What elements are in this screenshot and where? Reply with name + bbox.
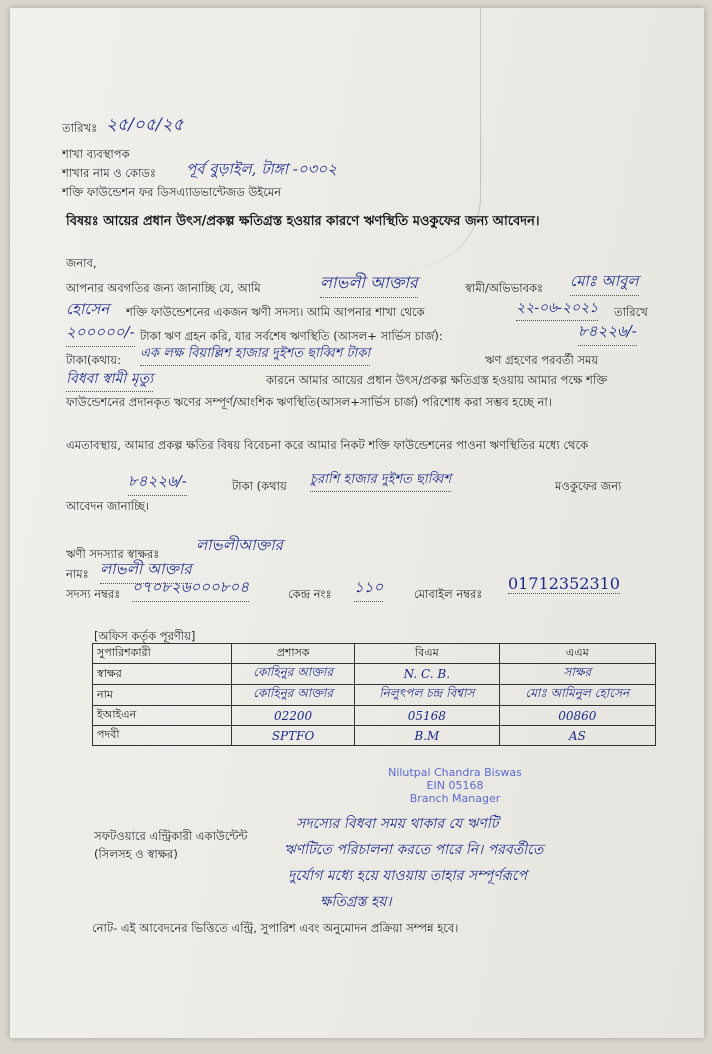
manager-stamp — [370, 766, 540, 805]
branch-label: শাখার নাম ও কোডঃ — [62, 166, 157, 180]
balance-fill: ৮৪২২৬/- — [578, 320, 637, 346]
date-label: তারিখঃ — [62, 121, 98, 135]
accountant-sublabel: (সিলসহ ও স্বাক্ষর) — [94, 847, 178, 861]
table-cell: 02200 — [232, 706, 355, 726]
para2-text-2: টাকা (কথায় — [232, 479, 287, 493]
row-label: ইআইএন — [93, 706, 232, 726]
table-cell: কোহিনুর আক্তার — [232, 685, 355, 706]
para1-text-3: শক্তি ফাউন্ডেশনের একজন ঋণী সদস্য। আমি আপনার শাখা থেকে — [126, 305, 425, 319]
accountant-note-line-3: দুর্যোগ মধ্যে হয়ে যাওয়ায় তাহার সম্পূর্ণরূপে — [288, 868, 527, 884]
row-label: পদবী — [93, 726, 232, 746]
table-cell: মোঃ আমিনুল হোসেন — [499, 685, 655, 706]
member-name-fill: লাভলী আক্তার — [320, 270, 418, 298]
branch-value: পূর্ব বুড়াইল, টাঙ্গা -০৩০২ — [186, 160, 337, 178]
reason-fill: বিধবা স্বামী মৃত্যু — [66, 367, 153, 392]
branch-manager-label: শাখা ব্যবস্থাপক — [62, 147, 130, 161]
member-name-value: লাভলী আক্তার — [100, 558, 192, 584]
table-header: সুপারিশকারী — [93, 644, 232, 664]
subject-line: বিষয়ঃ আয়ের প্রধান উৎস/প্রকল্প ক্ষতিগ্রস্ত হওয়ার কারণে ঋণস্থিতি মওকুফের জন্য আবেদন। — [66, 214, 540, 229]
stamp-ein: EIN 05168 — [426, 779, 484, 792]
para1-text-1: আপনার অবগতির জন্য জানাচ্ছি যে, আমি — [66, 281, 261, 295]
waiver-words-fill: চুরাশি হাজার দুইশত ছাব্বিশ — [310, 470, 451, 492]
table-cell: সাক্ষর — [499, 664, 655, 685]
table-cell: নিলুৎপল চন্দ্র বিশ্বাস — [355, 685, 499, 706]
guardian-fill-2: হোসেন — [66, 300, 110, 318]
table-cell: 00860 — [499, 706, 655, 726]
accountant-note-line-2: ঋণটিতে পরিচালনা করতে পারে নি। পরবর্তীতে — [284, 842, 544, 858]
loan-amount-fill: ২০০০০০/- — [66, 321, 135, 347]
balance-words-fill: এক লক্ষ বিয়াল্লিশ হাজার দুইশত ছাব্বিশ টাকা — [140, 344, 370, 366]
member-id-label: সদস্য নম্বরঃ — [66, 587, 121, 601]
para1-text-8: কারনে আমার আয়ের প্রধান উৎস/প্রকল্প ক্ষতিগ্রস্ত হওয়ায় আমার পক্ষে শক্তি ফাউন্ডেশনের প্রদানকৃত ঋণের সম্পূর্ণ/আংশিক ঋণস্থিতি(আসল+সার্ভিস চার্জ) পরিশোধ করা সম্ভব হচ্ছে না। — [66, 373, 608, 409]
accountant-label: সফটওয়ারে এন্ট্রিকারী একাউন্টেন্ট — [94, 829, 248, 843]
para1-text-5: টাকা ঋণ গ্রহন করি, যার সর্বশেষ ঋণস্থিতি (আসল+ সার্ভিস চার্জ): — [140, 329, 443, 343]
table-row — [93, 726, 656, 746]
footer-note: নোট- এই আবেদনের ভিত্তিতে এন্ট্রি, সুপারিশ এবং অনুমোদন প্রক্রিয়া সম্পন্ন হবে। — [92, 921, 459, 935]
para1-text-4: তারিখে — [614, 305, 648, 319]
row-label: নাম — [93, 685, 232, 706]
table-cell: 05168 — [355, 706, 499, 726]
org-name: শক্তি ফাউন্ডেশন ফর ডিসএ্যাডভান্টেজড উইমেন — [62, 185, 282, 199]
table-row — [93, 664, 656, 685]
member-name-label: নামঃ — [66, 567, 89, 581]
guardian-fill: মোঃ আবুল — [570, 270, 639, 296]
table-cell: কোহিনুর আক্তার — [232, 664, 355, 685]
table-header: বিএম — [355, 644, 499, 664]
para2-text-1: এমতাবস্থায়, আমার প্রকল্প ক্ষতির বিষয় বিবেচনা করে আমার নিকট শক্তি ফাউন্ডেশনের পাওনা ঋণস্থিতির মধ্যে থেকে — [66, 438, 589, 452]
mobile-value: 01712352310 — [508, 574, 620, 593]
para1-text-6: টাকা(কথায়: — [66, 353, 121, 367]
table-row — [93, 685, 656, 706]
mobile-label: মোবাইল নম্বরঃ — [414, 587, 483, 601]
table-header: এএম — [499, 644, 655, 664]
member-id-value: ০৭০৮২৬০০০৮০৪ — [132, 576, 249, 602]
salutation: জনাব, — [66, 256, 97, 270]
para2-text-3a: মওকুফের জন্য — [555, 479, 622, 493]
para1-text-7: ঋণ গ্রহণের পরবর্তী সময় — [485, 353, 599, 367]
table-cell: B.M — [355, 726, 499, 746]
table-row — [93, 706, 656, 726]
table-cell: N. C. B. — [355, 664, 499, 685]
member-signature: লাভলীআক্তার — [196, 536, 283, 554]
loan-date-fill: ২২-০৬-২০২১ — [516, 296, 598, 321]
center-label: কেন্দ্র নংঃ — [288, 587, 332, 601]
table-header: প্রশাসক — [232, 644, 355, 664]
office-table — [92, 643, 656, 746]
para1-text-2: স্বামী/অভিভাবকঃ — [465, 281, 544, 295]
row-label: স্বাক্ষর — [93, 664, 232, 685]
waiver-amount-fill: ৮৪২২৬/- — [128, 470, 187, 496]
accountant-note-line-1: সদস্যের বিধবা সময় থাকার যে ঋণটি — [296, 816, 499, 832]
table-header-row — [93, 644, 656, 664]
para2-text-3b: আবেদন জানাচ্ছি। — [66, 499, 150, 513]
office-caption: [অফিস কর্তৃক পূরণীয়] — [94, 629, 196, 643]
stamp-name: Nilutpal Chandra Biswas — [388, 766, 522, 779]
center-value: ১১০ — [354, 576, 383, 602]
date-value: ২৫/০৫/২৫ — [106, 115, 184, 135]
member-signature-label: ঋণী সদস্যার স্বাক্ষরঃ — [66, 547, 160, 561]
table-cell: SPTFO — [232, 726, 355, 746]
accountant-note-line-4: ক্ষতিগ্রস্ত হয়। — [320, 894, 392, 910]
stamp-title: Branch Manager — [409, 792, 501, 805]
table-cell: AS — [499, 726, 655, 746]
